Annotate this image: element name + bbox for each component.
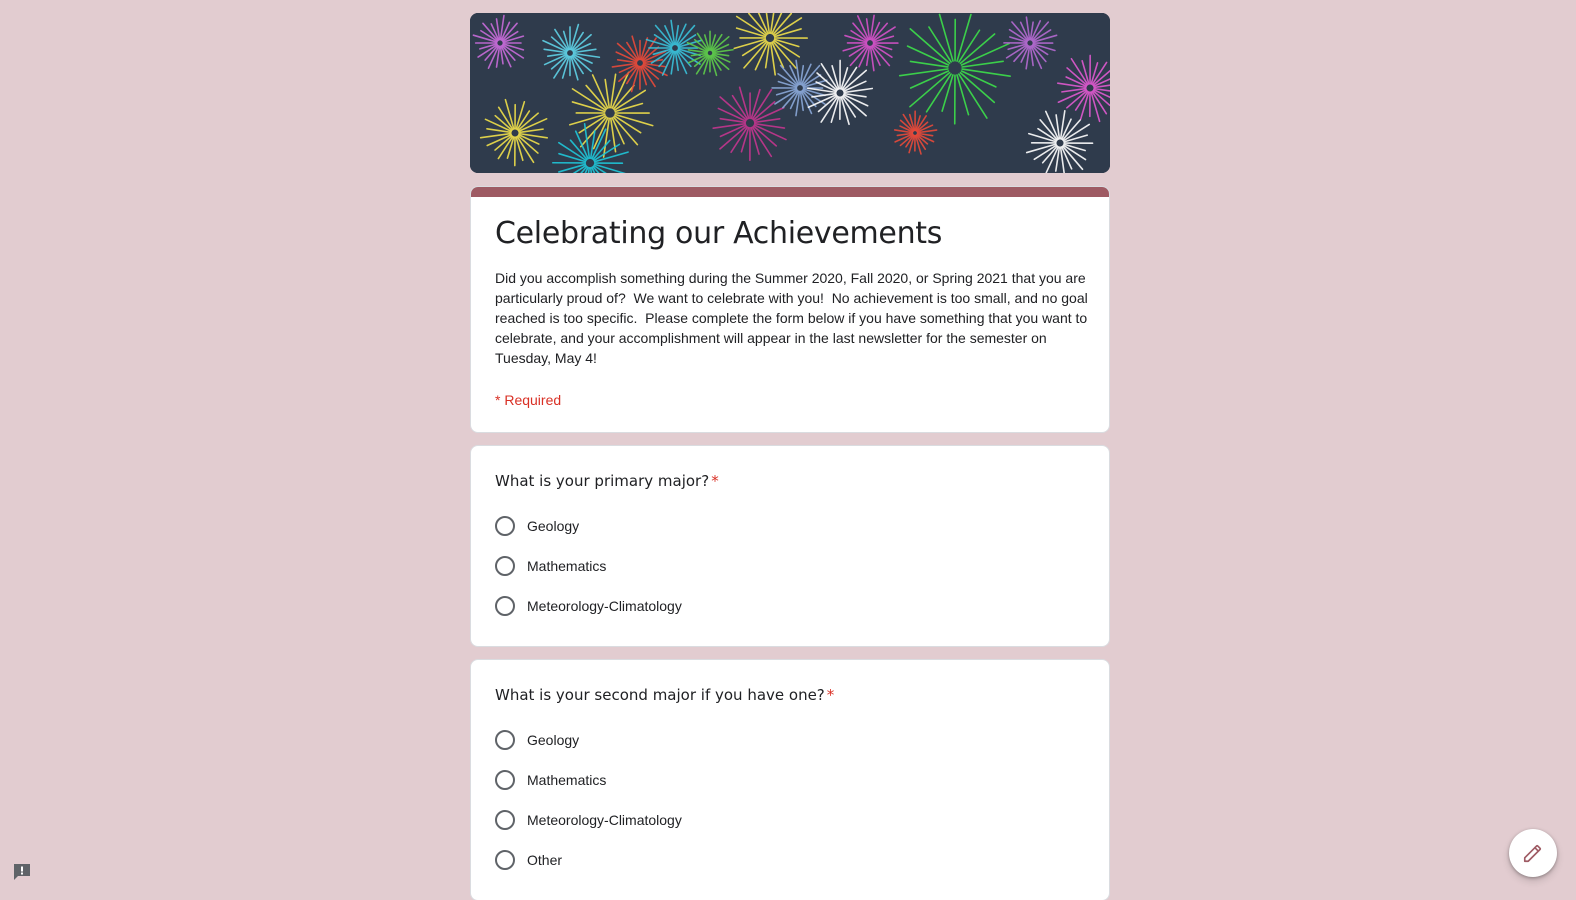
form-description: Did you accomplish something during the Summer 2020, Fall 2020, or Spring 2021 that you are particularly proud of? We want to celebrate with you! No achievement is too small, and no goal reached is too specific. Please complete the form below if you have something that you want to celebrate, and your accomplishment will appear in the last newsletter for the semester on Tuesday, May 4! [495, 270, 1092, 366]
radio-option[interactable] [495, 506, 1085, 546]
radio-button[interactable] [495, 770, 515, 790]
title-card-accent-bar [471, 187, 1109, 197]
question-title [495, 684, 1085, 706]
radio-option-label: Other [527, 852, 563, 868]
radio-option[interactable] [495, 720, 1085, 760]
question-card-primary-major [470, 445, 1110, 647]
radio-option[interactable] [495, 586, 1085, 626]
radio-option-label: Geology [527, 732, 580, 748]
radio-option-label: Meteorology-Climatology [527, 812, 682, 828]
radio-option[interactable] [495, 760, 1085, 800]
radio-button[interactable] [495, 556, 515, 576]
radio-group [495, 506, 1085, 626]
form-title: Celebrating our Achievements [495, 216, 943, 251]
pencil-icon [1522, 842, 1544, 864]
radio-button[interactable] [495, 810, 515, 830]
radio-option-label: Geology [527, 518, 580, 534]
form-column [470, 13, 1110, 900]
question-title [495, 470, 1085, 492]
question-text: What is your primary major? [495, 472, 710, 490]
required-asterisk: * [826, 686, 835, 704]
radio-option[interactable] [495, 800, 1085, 840]
title-card [470, 186, 1110, 433]
radio-option-label: Mathematics [527, 558, 607, 574]
radio-button[interactable] [495, 596, 515, 616]
radio-button[interactable] [495, 516, 515, 536]
radio-button[interactable] [495, 730, 515, 750]
radio-group [495, 720, 1085, 880]
radio-option[interactable] [495, 546, 1085, 586]
required-note: * Required [495, 392, 562, 408]
radio-option-label: Meteorology-Climatology [527, 598, 682, 614]
question-text: What is your second major if you have one? [495, 686, 825, 704]
required-asterisk: * [711, 472, 719, 490]
report-problem-icon [12, 862, 32, 882]
radio-option[interactable] [495, 840, 1085, 880]
report-problem-button[interactable] [12, 862, 32, 882]
fireworks-illustration [470, 13, 1110, 173]
edit-button[interactable] [1509, 829, 1557, 877]
question-card-second-major [470, 659, 1110, 900]
radio-option-label: Mathematics [527, 772, 607, 788]
radio-button[interactable] [495, 850, 515, 870]
header-banner-image [470, 13, 1110, 173]
